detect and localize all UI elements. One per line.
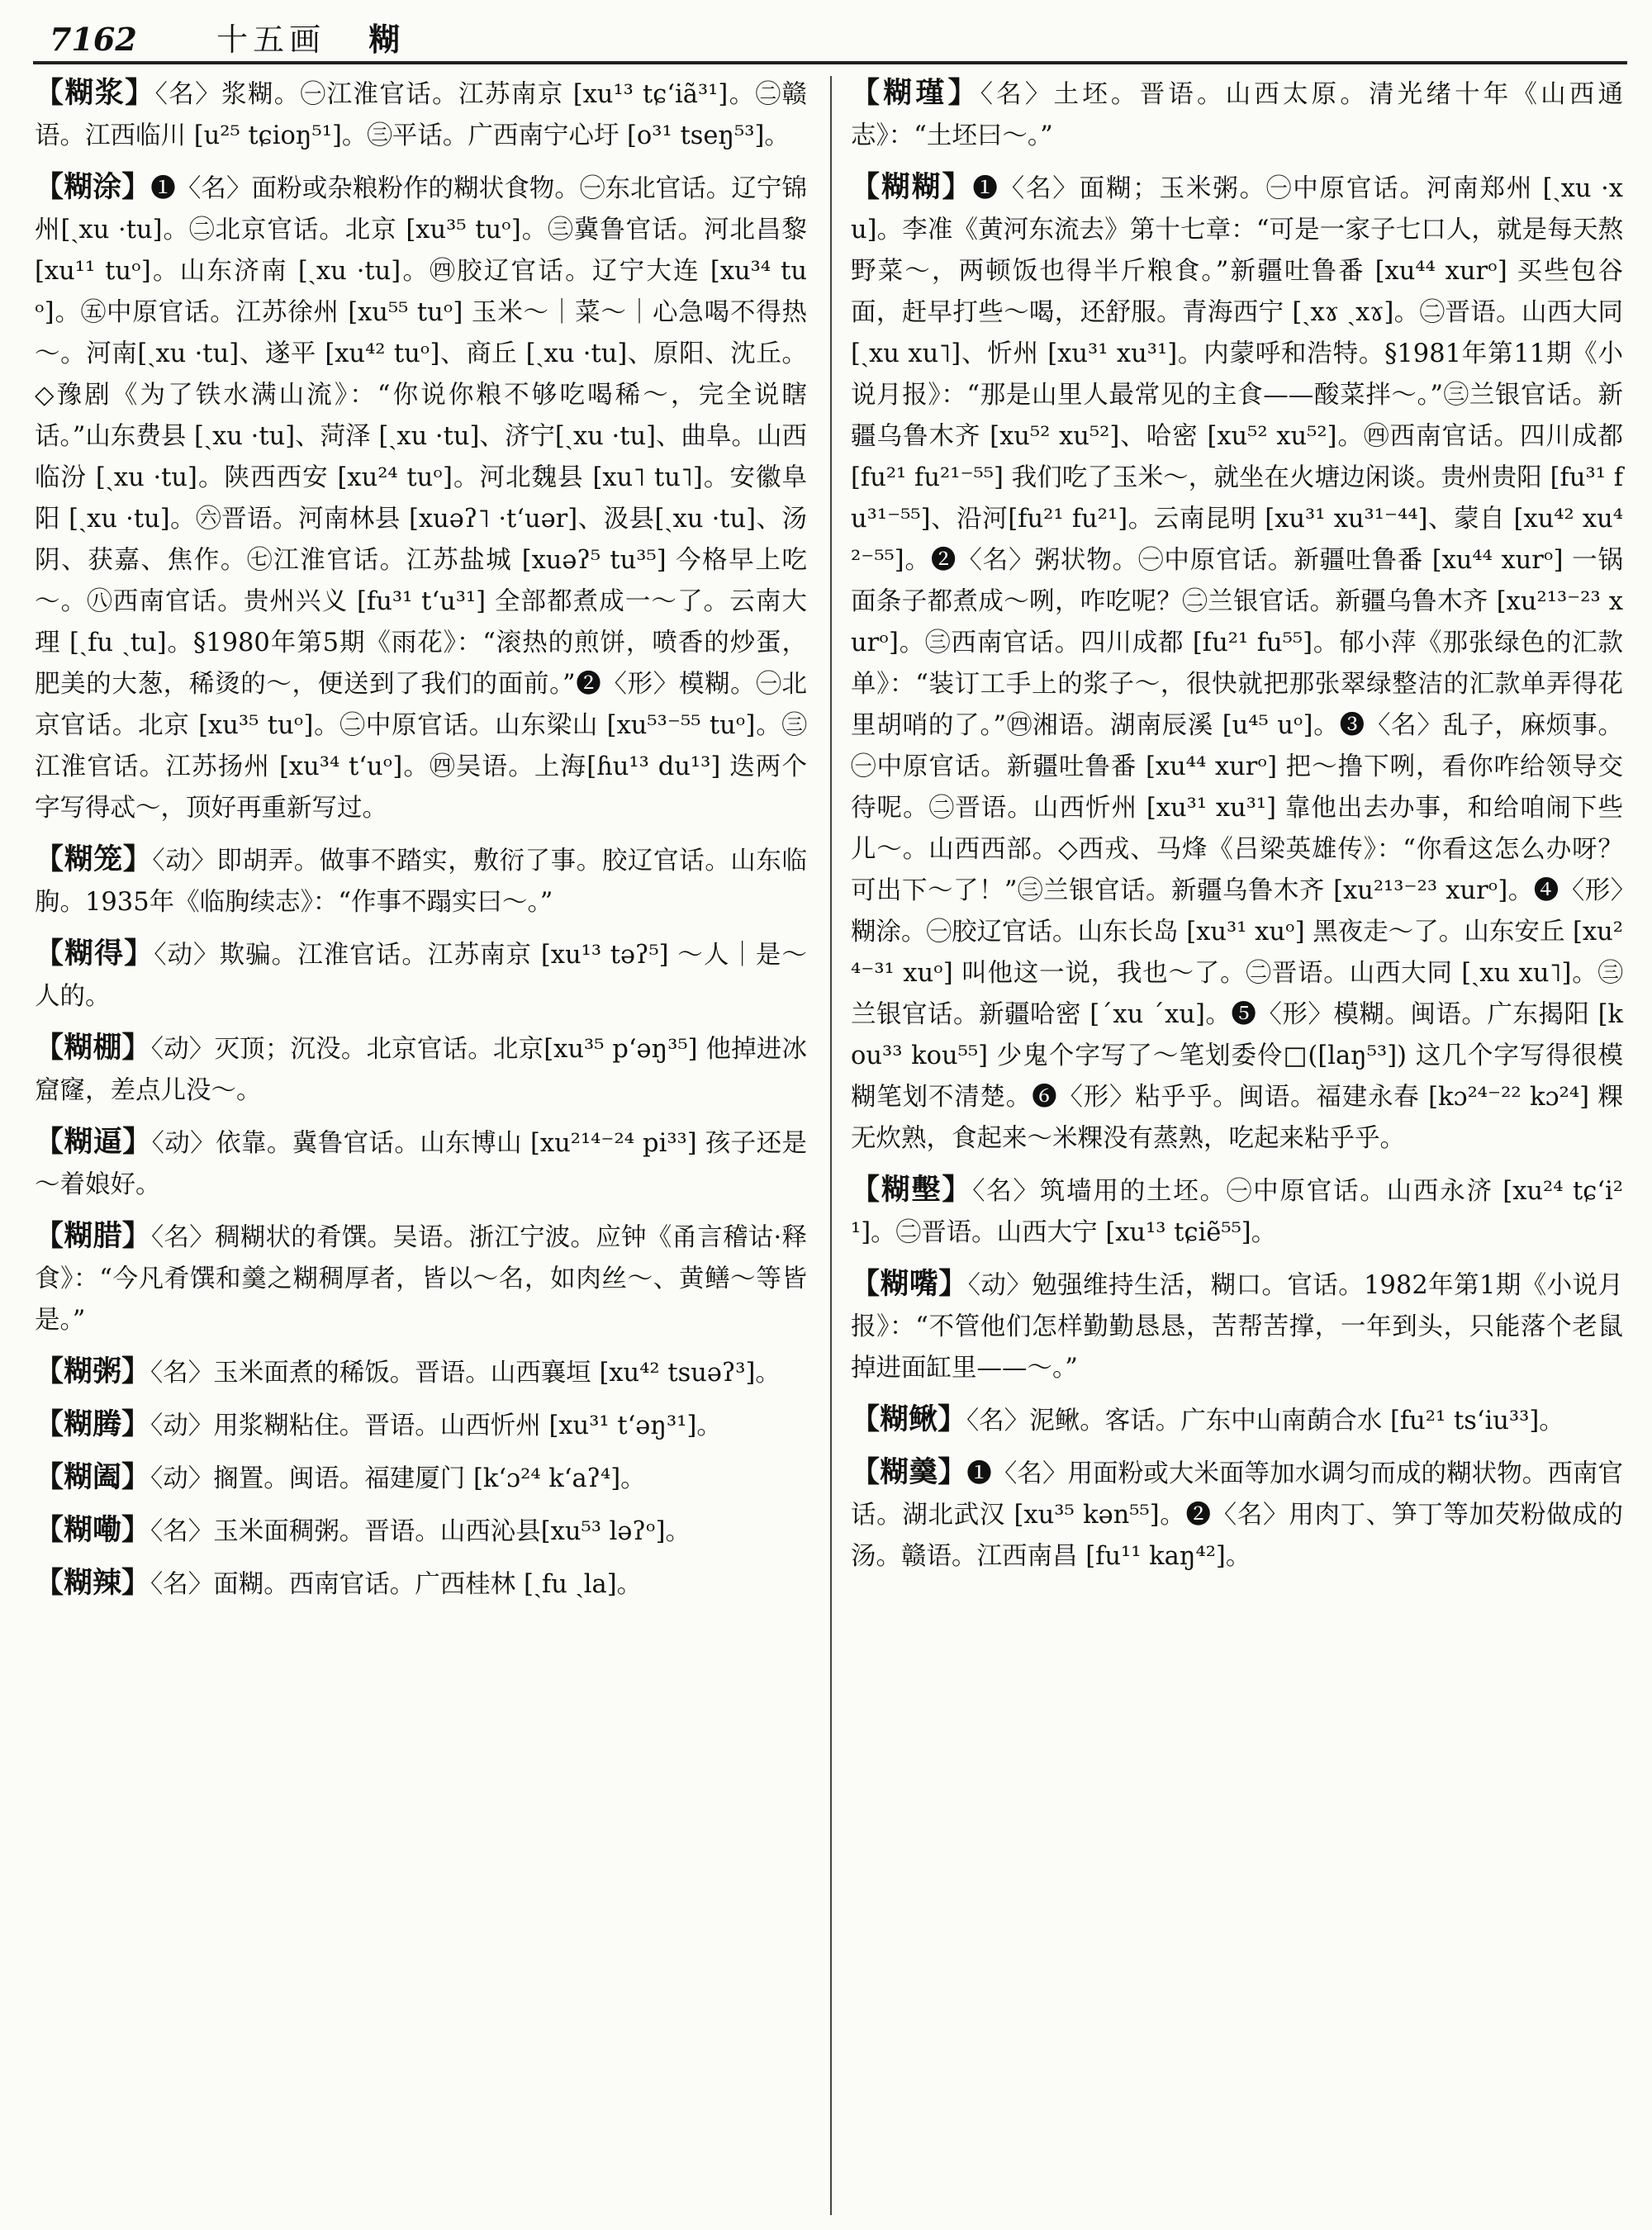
entry-definition: ❶〈名〉用面粉或大米面等加水调匀而成的糊状物。西南官话。湖北武汉 [xu³⁵ kən⁵⁵]。❷〈名〉用肉丁、笋丁等加芡粉做成的汤。赣语。江西南昌 [fu¹¹ kaŋ⁴²]。 — [851, 1459, 1623, 1571]
entry-definition: 〈动〉勉强维持生活，糊口。官话。1982年第1期《小说月报》：“不管他们怎样勤勤恳恳，苦帮苦撑，一年到头，只能落个老鼠掉进面缸里——～。” — [851, 1271, 1623, 1383]
entry-headword: 【糊涂】 — [35, 170, 151, 204]
right-column — [851, 73, 1623, 1587]
dictionary-entry — [851, 1170, 1623, 1254]
dictionary-entry — [851, 1264, 1623, 1389]
entry-definition: 〈名〉浆糊。㊀江淮官话。江苏南京 [xu¹³ tɕʻiã³¹]。㊁赣语。江西临川 [u²⁵ tɕioŋ⁵¹]。㊂平话。广西南宁心圩 [o³¹ tseŋ⁵³]。 — [35, 80, 807, 150]
entry-definition: 〈动〉灭顶；沉没。北京官话。北京[xu³⁵ pʻəŋ³⁵] 他掉进冰窟窿，差点儿没～。 — [35, 1035, 807, 1105]
column-divider — [830, 76, 832, 2215]
entry-headword: 【糊墼】 — [851, 1173, 973, 1207]
entry-headword: 【糊棚】 — [35, 1031, 151, 1065]
page-number: 7162 — [50, 21, 137, 58]
entry-headword: 【糊嘞】 — [35, 1513, 151, 1547]
stroke-section: 十五画 — [216, 21, 326, 58]
dictionary-entry — [35, 1351, 807, 1394]
entry-definition: 〈名〉面糊。西南官话。广西桂林 [ˏfu ˏla]。 — [150, 1570, 643, 1599]
entry-definition: ❶〈名〉面粉或杂粮粉作的糊状食物。㊀东北官话。辽宁锦州[ˏxu ·tu]。㊁北京官话。北京 [xu³⁵ tuᵒ]。㊂冀鲁官话。河北昌黎 [xu¹¹ tuᵒ]。山东济南 [ˏxu ·tu]。㊃胶辽官话。辽宁大连 [xu³⁴ tuᵒ]。㊄中原官话。江苏徐州 [xu⁵⁵ tuᵒ] 玉米～｜菜～｜心急喝不得热～。河南[ˏxu ·tu]、遂平 [xu⁴² tuᵒ]、商丘 [ˏxu ·tu]、原阳、沈丘。◇豫剧《为了铁水满山流》：“你说你粮不够吃喝稀～，完全说瞎话。”山东费县 [ˏxu ·tu]、菏泽 [ˏxu ·tu]、济宁[ˏxu ·tu]、曲阜。山西临汾 [ˏxu ·tu]。陕西西安 [xu²⁴ tuᵒ]。河北魏县 [xu˥ tu˥]。安徽阜阳 [ˏxu ·tu]。㊅晋语。河南林县 [xuəʔ˥ ·tʻuər]、汲县[ˏxu ·tu]、汤阴、获嘉、焦作。㊆江淮官话。江苏盐城 [xuəʔ⁵ tu³⁵] 今格早上吃～。㊇西南官话。贵州兴义 [fu³¹ tʻu³¹] 全部都煮成一～了。云南大理 [ˏfu ˏtu]。§1980年第5期《雨花》：“滚热的煎饼，喷香的炒蛋，肥美的大葱，稀烫的～，便送到了我们的面前。”❷〈形〉模糊。㊀北京官话。北京 [xu³⁵ tuᵒ]。㊁中原官话。山东梁山 [xu⁵³⁻⁵⁵ tuᵒ]。㊂江淮官话。江苏扬州 [xu³⁴ tʻuᵒ]。㊃吴语。上海[ɦu¹³ du¹³] 迭两个字写得忒～，顶好再重新写过。 — [35, 174, 807, 823]
entry-definition: 〈名〉土坯。晋语。山西太原。清光绪十年《山西通志》：“土坯曰～。” — [851, 80, 1623, 150]
entry-definition: 〈动〉依靠。冀鲁官话。山东博山 [xu²¹⁴⁻²⁴ pi³³] 孩子还是～着娘好。 — [35, 1129, 807, 1199]
dictionary-entry — [35, 933, 807, 1018]
entry-headword: 【糊阖】 — [35, 1460, 151, 1494]
entry-headword: 【糊瑾】 — [851, 76, 980, 110]
dictionary-entry — [35, 1027, 807, 1112]
dictionary-entry — [851, 1452, 1623, 1578]
entry-headword: 【糊鳅】 — [851, 1402, 967, 1436]
dictionary-entry — [35, 1510, 807, 1553]
dictionary-entry — [35, 1216, 807, 1341]
entry-definition: 〈名〉玉米面煮的稀饭。晋语。山西襄垣 [xu⁴² tsuəʔ³]。 — [150, 1359, 781, 1388]
dictionary-entry — [35, 1563, 807, 1606]
dictionary-entry — [35, 839, 807, 923]
entry-headword: 【糊逼】 — [35, 1125, 152, 1159]
page-header — [50, 18, 1619, 61]
entry-headword: 【糊腾】 — [35, 1407, 151, 1441]
entry-headword: 【糊腊】 — [35, 1219, 152, 1253]
entry-headword: 【糊浆】 — [35, 76, 155, 110]
dictionary-entry — [35, 1457, 807, 1500]
entry-headword: 【糊糊】 — [851, 170, 973, 204]
entry-headword: 【糊羹】 — [851, 1455, 967, 1489]
dictionary-entry — [35, 1404, 807, 1447]
entry-headword: 【糊嘴】 — [851, 1267, 968, 1301]
entry-definition: 〈动〉搁置。闽语。福建厦门 [kʻɔ²⁴ kʻaʔ⁴]。 — [150, 1464, 646, 1493]
running-head-character: 糊 — [368, 21, 401, 58]
entry-definition: 〈名〉稠糊状的肴馔。吴语。浙江宁波。应钟《甬言稽诂·释食》：“今凡肴馔和羹之糊稠厚者，皆以～名，如肉丝～、黄鳝～等皆是。” — [35, 1223, 807, 1335]
entry-definition: ❶〈名〉面糊；玉米粥。㊀中原官话。河南郑州 [ˏxu ·xu]。李准《黄河东流去》第十七章：“可是一家子七口人，就是每天熬野菜～，两顿饭也得半斤粮食。”新疆吐鲁番 [xu⁴⁴ xurᵒ] 买些包谷面，赶早打些～喝，还舒服。青海西宁 [ˏxɤ ˏxɤ]。㊁晋语。山西大同 [ˏxu xu˥]、忻州 [xu³¹ xu³¹]。内蒙呼和浩特。§1981年第11期《小说月报》：“那是山里人最常见的主食——酸菜拌～。”㊂兰银官话。新疆乌鲁木齐 [xu⁵² xu⁵²]、哈密 [xu⁵² xu⁵²]。㊃西南官话。四川成都 [fu²¹ fu²¹⁻⁵⁵] 我们吃了玉米～，就坐在火塘边闲谈。贵州贵阳 [fu³¹ fu³¹⁻⁵⁵]、沿河[fu²¹ fu²¹]。云南昆明 [xu³¹ xu³¹⁻⁴⁴]、蒙自 [xu⁴² xu⁴²⁻⁵⁵]。❷〈名〉粥状物。㊀中原官话。新疆吐鲁番 [xu⁴⁴ xurᵒ] 一锅面条子都煮成～咧，咋吃呢？㊁兰银官话。新疆乌鲁木齐 [xu²¹³⁻²³ xurᵒ]。㊂西南官话。四川成都 [fu²¹ fu⁵⁵]。郁小萍《那张绿色的汇款单》：“装订工手上的浆子～，很快就把那张翠绿整洁的汇款单弄得花里胡哨的了。”㊃湘语。湖南辰溪 [u⁴⁵ uᵒ]。❸〈名〉乱子，麻烦事。㊀中原官话。新疆吐鲁番 [xu⁴⁴ xurᵒ] 把～撸下咧，看你咋给领导交待呢。㊁晋语。山西忻州 [xu³¹ xu³¹] 靠他出去办事，和给咱闹下些儿～。山西西部。◇西戎、马烽《吕梁英雄传》：“你看这怎么办呀？可出下～了！”㊂兰银官话。新疆乌鲁木齐 [xu²¹³⁻²³ xurᵒ]。❹〈形〉糊涂。㊀胶辽官话。山东长岛 [xu³¹ xuᵒ] 黑夜走～了。山东安丘 [xu²⁴⁻³¹ xuᵒ] 叫他这一说，我也～了。㊁晋语。山西大同 [ˏxu xu˥]。㊂兰银官话。新疆哈密 [ˊxu ˊxu]。❺〈形〉模糊。闽语。广东揭阳 [kou³³ kou⁵⁵] 少鬼个字写了～笔划委伶□([laŋ⁵³]) 这几个字写得很模糊笔划不清楚。❻〈形〉粘乎乎。闽语。福建永春 [kɔ²⁴⁻²² kɔ²⁴] 粿无炊熟，食起来～米粿没有蒸熟，吃起来粘乎乎。 — [851, 174, 1623, 1153]
dictionary-entry — [35, 167, 807, 829]
entry-definition: 〈动〉即胡弄。做事不踏实，敷衍了事。胶辽官话。山东临朐。1935年《临朐续志》：“作事不蹋实曰～。” — [35, 847, 807, 917]
entry-definition: 〈动〉用浆糊粘住。晋语。山西忻州 [xu³¹ tʻəŋ³¹]。 — [150, 1412, 722, 1440]
dictionary-entry — [851, 167, 1623, 1160]
entry-headword: 【糊笼】 — [35, 842, 153, 876]
entry-headword: 【糊得】 — [35, 937, 154, 970]
entry-headword: 【糊辣】 — [35, 1566, 151, 1600]
dictionary-entry — [851, 1399, 1623, 1442]
header-rule — [33, 61, 1627, 64]
entry-definition: 〈名〉玉米面稠粥。晋语。山西沁县[xu⁵³ ləʔᵒ]。 — [150, 1517, 691, 1546]
dictionary-entry — [851, 73, 1623, 157]
entry-definition: 〈名〉泥鳅。客话。广东中山南蓢合水 [fu²¹ tsʻiu³³]。 — [966, 1407, 1564, 1435]
entry-definition: 〈名〉筑墙用的土坯。㊀中原官话。山西永济 [xu²⁴ tɕʻi²¹]。㊁晋语。山西大宁 [xu¹³ tɕiẽ⁵⁵]。 — [851, 1177, 1623, 1247]
entry-definition: 〈动〉欺骗。江淮官话。江苏南京 [xu¹³ təʔ⁵] ～人｜是～人的。 — [35, 941, 807, 1011]
dictionary-entry — [35, 73, 807, 157]
dictionary-entry — [35, 1122, 807, 1206]
left-column — [35, 73, 807, 1616]
entry-headword: 【糊粥】 — [35, 1355, 151, 1388]
